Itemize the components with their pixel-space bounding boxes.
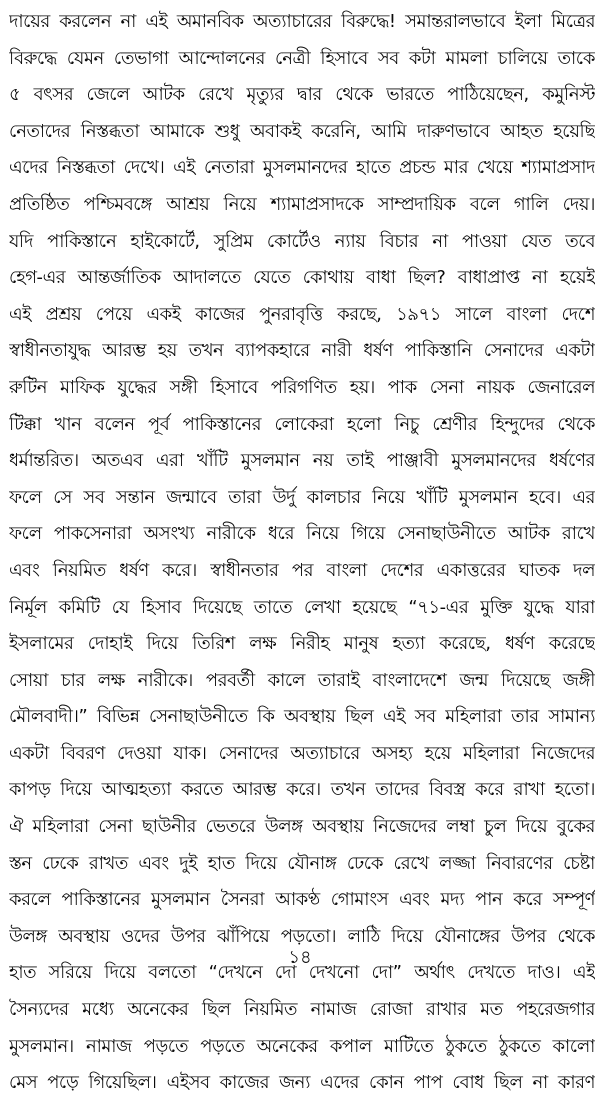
text-line: মৌলবাদী।” বিভিন্ন সেনাছাউনীতে কি অবস্থায় ছিল এই সব মহিলারা তার সামান্য xyxy=(9,706,595,728)
text-line: সোয়া চার লক্ষ নারীকে। পরবর্তী কালে তারাই বাংলাদেশে জন্ম দিয়েছে জঙ্গী xyxy=(9,669,595,691)
text-line: এই প্রশ্রয় পেয়ে একই কাজের পুনরাবৃত্তি করছে, ১৯৭১ সালে বাংলা দেশে xyxy=(9,303,595,325)
text-line: কাপড় দিয়ে আত্মহত্যা করতে আরম্ভ করে। তখন তাদের বিবস্ত্র করে রাখা হতো। xyxy=(9,779,595,801)
text-line: ফলে পাকসেনারা অসংখ্য নারীকে ধরে নিয়ে গিয়ে সেনাছাউনীতে আটক রাখে xyxy=(9,523,595,545)
text-line: মুসলমান। নামাজ পড়তে পড়তে অনেকের কপাল মাটিতে ঠুকতে ঠুকতে কালো xyxy=(9,1035,595,1057)
text-line: নেতাদের নিস্তব্ধতা আমাকে শুধু অবাকই করেনি, আমি দারুণভাবে আহত হয়েছি xyxy=(9,120,595,142)
body-text xyxy=(9,4,595,1102)
text-line: নির্মূল কমিটি যে হিসাব দিয়েছে তাতে লেখা হয়েছে “৭১-এর মুক্তি যুদ্ধে যারা xyxy=(9,596,595,618)
text-line: করলে পাকিস্তানের মুসলমান সৈনরা আকণ্ঠ গোমাংস এবং মদ্য পান করে সম্পূর্ণ xyxy=(9,889,595,911)
text-line: রুটিন মাফিক যুদ্ধের সঙ্গী হিসাবে পরিগণিত হয়। পাক সেনা নায়ক জেনারেল xyxy=(9,376,595,398)
text-line: স্তন ঢেকে রাখত এবং দুই হাত দিয়ে যৌনাঙ্গ ঢেকে রেখে লজ্জা নিবারণের চেষ্টা xyxy=(9,852,595,874)
text-line: ঐ মহিলারা সেনা ছাউনীর ভেতরে উলঙ্গ অবস্থায় নিজেদের লম্বা চুল দিয়ে বুকের xyxy=(9,816,595,838)
text-line: মেস পড়ে গিয়েছিল। এইসব কাজের জন্য এদের কোন পাপ বোধ ছিল না কারণ xyxy=(9,1072,595,1094)
text-line: হেগ-এর আন্তর্জাতিক আদালতে যেতে কোথায় বাধা ছিল? বাধাপ্রাপ্ত না হয়েই xyxy=(9,267,595,289)
text-line: এদের নিস্তব্ধতা দেখে। এই নেতারা মুসলমানদের হাতে প্রচন্ড মার খেয়ে শ্যামাপ্রসাদ xyxy=(9,157,595,179)
text-line: এবং নিয়মিত ধর্ষণ করে। স্বাধীনতার পর বাংলা দেশের একাত্তরের ঘাতক দল xyxy=(9,559,595,581)
text-line: বিরুদ্ধে যেমন তেভাগা আন্দোলনের নেত্রী হিসাবে সব কটা মামলা চালিয়ে তাকে xyxy=(9,47,595,69)
text-line: স্বাধীনতাযুদ্ধ আরম্ভ হয় তখন ব্যাপকহারে নারী ধর্ষণ পাকিস্তানি সেনাদের একটা xyxy=(9,340,595,362)
text-line: হাত সরিয়ে দিয়ে বলতো “দেখনে দো দেখনো দো” অর্থাৎ দেখতে দাও। এই xyxy=(9,962,595,984)
text-line: যদি পাকিস্তানে হাইকোর্টে, সুপ্রিম কোর্টেও ন্যায় বিচার না পাওয়া যেত তবে xyxy=(9,230,595,252)
page-number: ১৪ xyxy=(288,947,312,968)
text-line: একটা বিবরণ দেওয়া যাক। সেনাদের অত্যাচারে অসহ্য হয়ে মহিলারা নিজেদের xyxy=(9,742,595,764)
text-line: প্রতিষ্ঠিত পশ্চিমবঙ্গে আশ্রয় নিয়ে শ্যামাপ্রসাদকে সাম্প্রদায়িক বলে গালি দেয়। xyxy=(9,193,595,215)
text-line: ৫ বৎসর জেলে আটক রেখে মৃত্যুর দ্বার থেকে ভারতে পাঠিয়েছেন, কমুনিস্ট xyxy=(9,84,595,106)
text-line: ফলে সে সব সন্তান জন্মাবে তারা উর্দু কালচার নিয়ে খাঁটি মুসলমান হবে। এর xyxy=(9,486,595,508)
text-line: টিক্কা খান বলেন পূর্ব পাকিস্তানের লোকেরা হলো নিচু শ্রেণীর হিন্দুদের থেকে xyxy=(9,413,595,435)
text-line: ধর্মান্তরিত। অতএব এরা খাঁটি মুসলমান নয় তাই পাঞ্জাবী মুসলমানদের ধর্ষণের xyxy=(9,450,595,472)
text-line: সৈন্যদের মধ্যে অনেকের ছিল নিয়মিত নামাজ রোজা রাখার মত পহরেজগার xyxy=(9,999,595,1021)
text-line: দায়ের করলেন না এই অমানবিক অত্যাচারের বিরুদ্ধে! সমান্তরালভাবে ইলা মিত্রের xyxy=(9,11,595,32)
text-line: ইসলামের দোহাই দিয়ে তিরিশ লক্ষ নিরীহ মানুষ হত্যা করেছে, ধর্ষণ করেছে xyxy=(9,633,595,655)
text-line: উলঙ্গ অবস্থায় ওদের উপর ঝাঁপিয়ে পড়তো। লাঠি দিয়ে যৌনাঙ্গের উপর থেকে xyxy=(9,925,595,947)
